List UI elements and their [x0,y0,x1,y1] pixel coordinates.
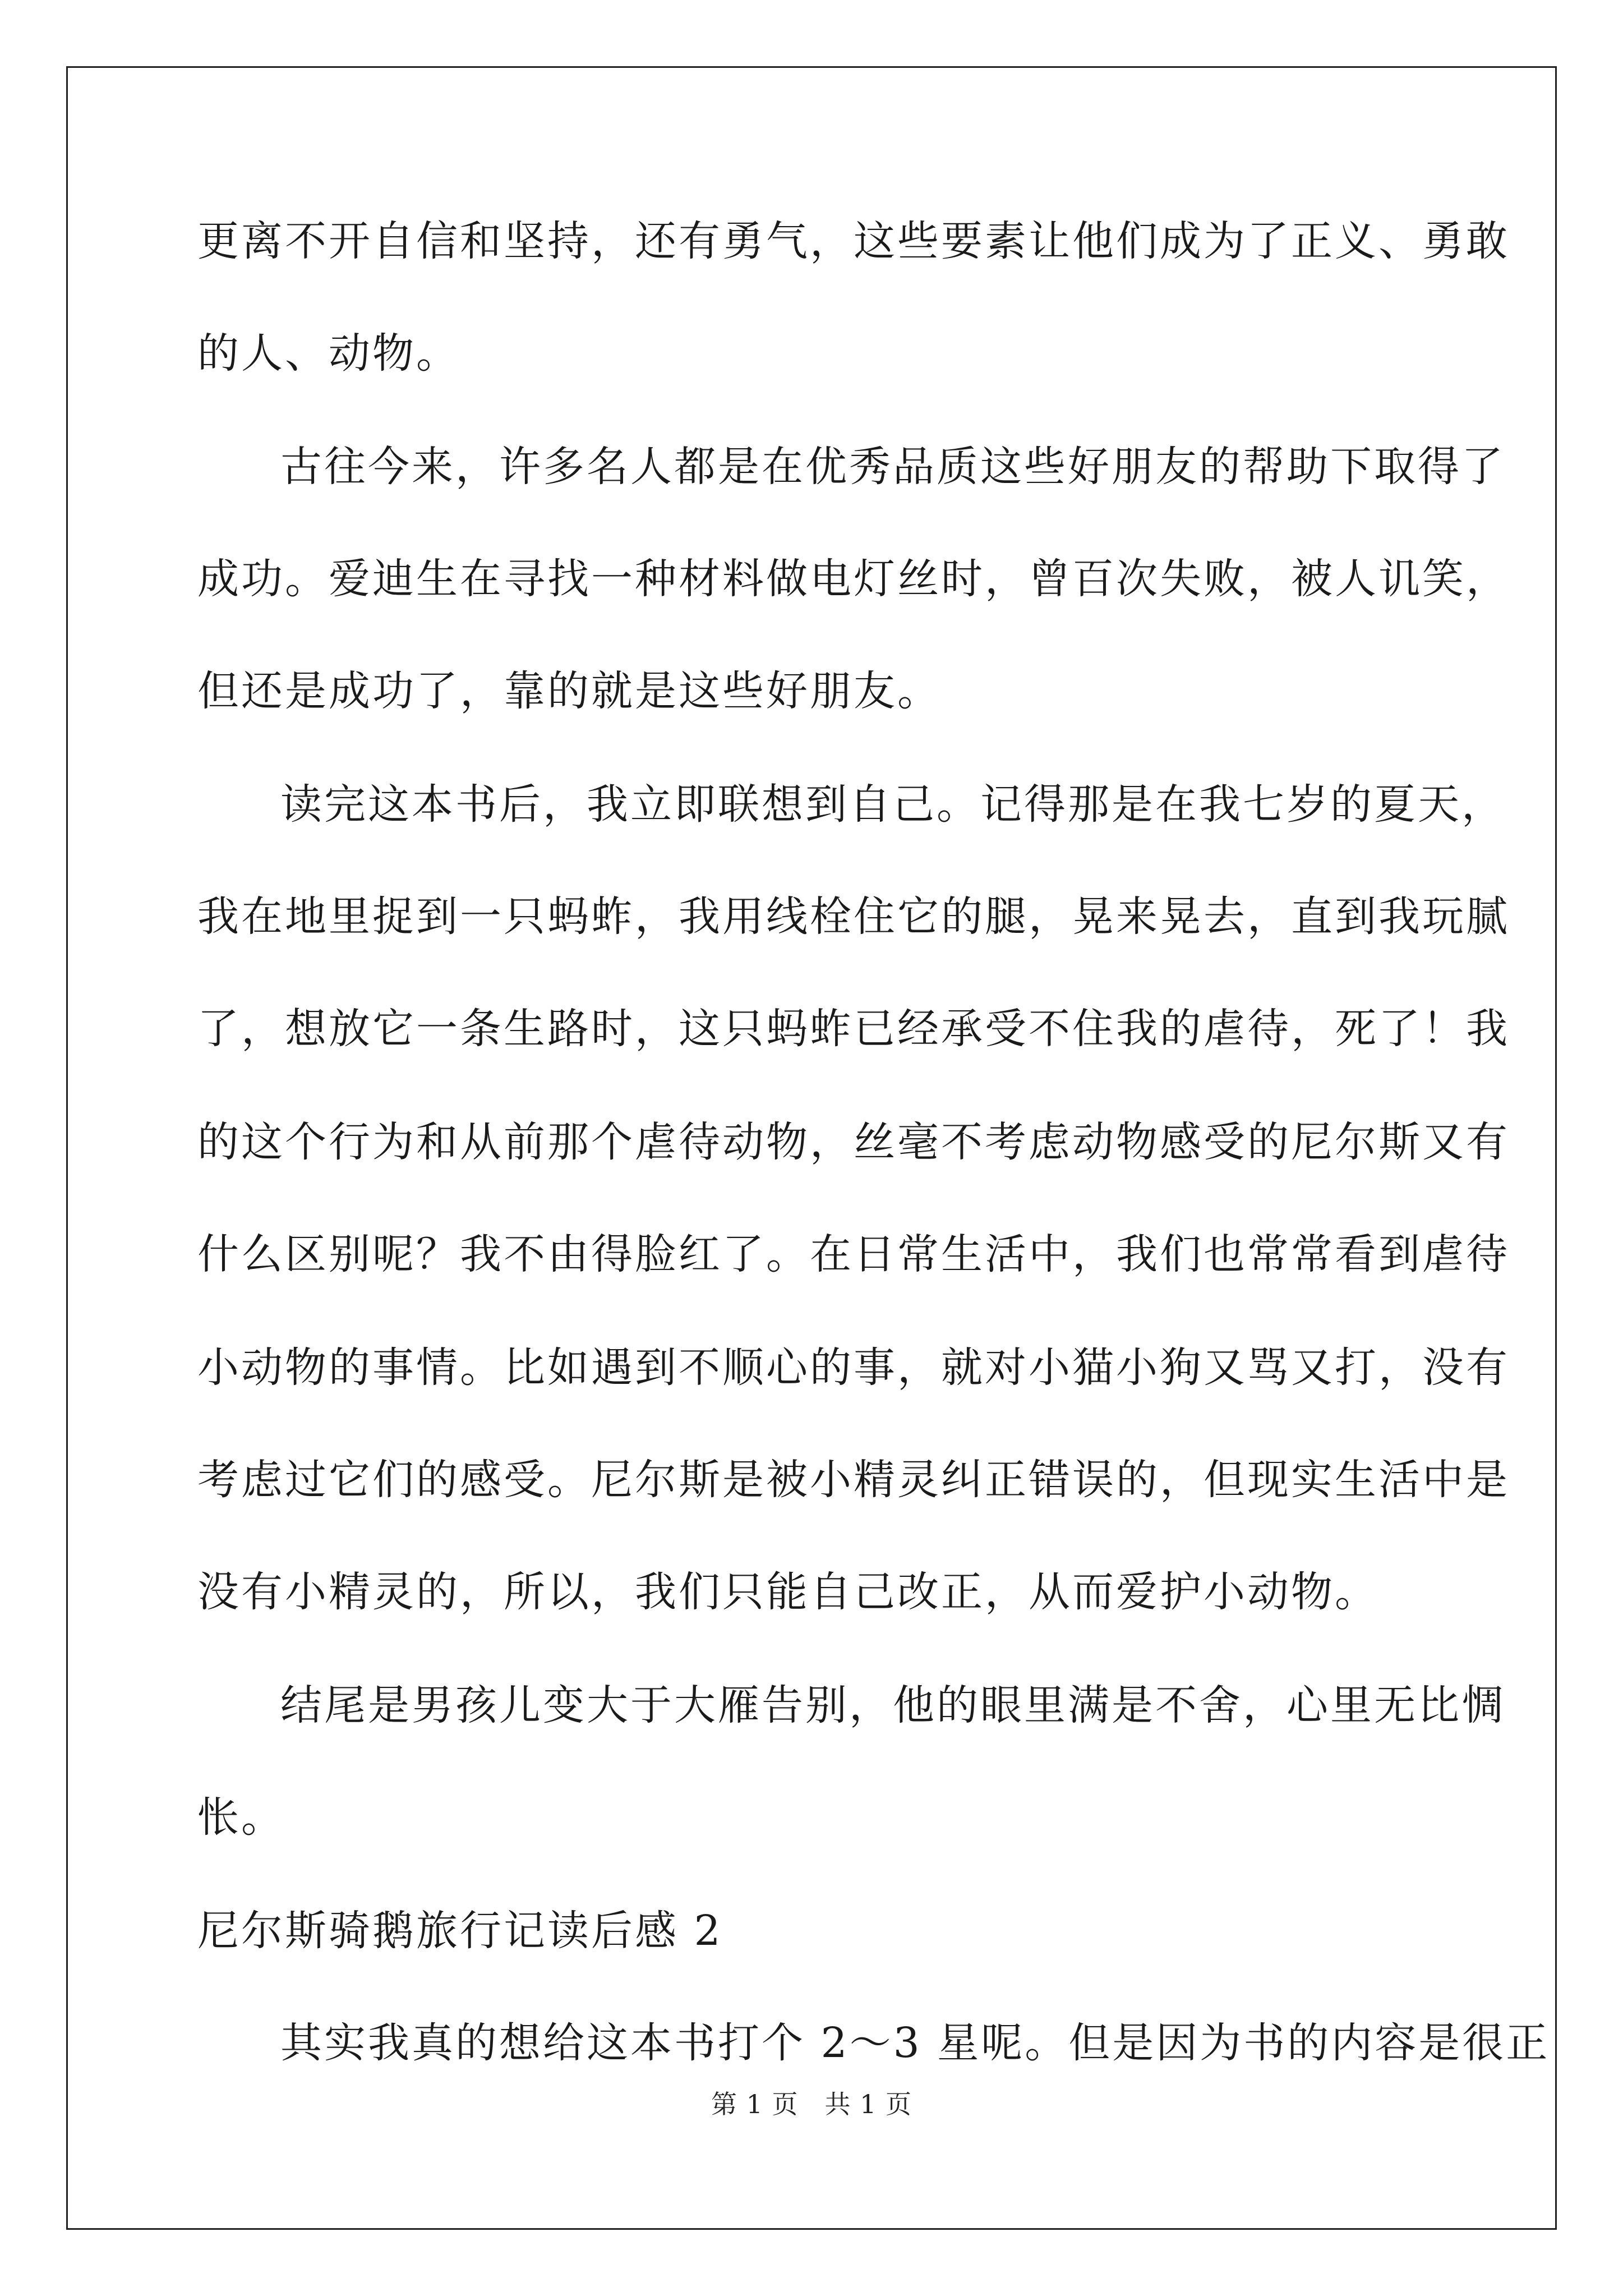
text-line: 什么区别呢？我不由得脸红了。在日常生活中，我们也常常看到虐待 [197,1230,1510,1278]
text-line: 小动物的事情。比如遇到不顺心的事，就对小猫小狗又骂又打，没有 [197,1343,1510,1392]
paragraph-start-line: 其实我真的想给这本书打个 2～3 星呢。但是因为书的内容是很正 [280,2019,1550,2067]
text-line: 考虑过它们的感受。尼尔斯是被小精灵纠正错误的，但现实生活中是 [197,1456,1510,1504]
paragraph-start-line: 结尾是男孩儿变大于大雁告别，他的眼里满是不舍，心里无比惆 [280,1681,1505,1729]
text-line: 没有小精灵的，所以，我们只能自己改正，从而爱护小动物。 [197,1568,1378,1616]
text-line: 怅。 [197,1793,285,1842]
text-line: 了，想放它一条生路时，这只蚂蚱已经承受不住我的虐待，死了！我 [197,1005,1510,1053]
page-number-footer: 第 1 页 共 1 页 [711,2089,912,2119]
text-line: 我在地里捉到一只蚂蚱，我用线栓住它的腿，晃来晃去，直到我玩腻 [197,892,1510,941]
text-line: 成功。爱迪生在寻找一种材料做电灯丝时，曾百次失败，被人讥笑， [197,555,1510,603]
paragraph-start-line: 读完这本书后，我立即联想到自己。记得那是在我七岁的夏天， [280,780,1505,829]
text-line: 更离不开自信和坚持，还有勇气，这些要素让他们成为了正义、勇敢 [197,217,1510,265]
text-line: 但还是成功了，靠的就是这些好朋友。 [197,667,941,715]
text-line: 的这个行为和从前那个虐待动物，丝毫不考虑动物感受的尼尔斯又有 [197,1118,1510,1166]
section-heading: 尼尔斯骑鹅旅行记读后感 2 [197,1907,723,1955]
paragraph-start-line: 古往今来，许多名人都是在优秀品质这些好朋友的帮助下取得了 [280,443,1505,491]
text-line: 的人、动物。 [197,329,460,378]
